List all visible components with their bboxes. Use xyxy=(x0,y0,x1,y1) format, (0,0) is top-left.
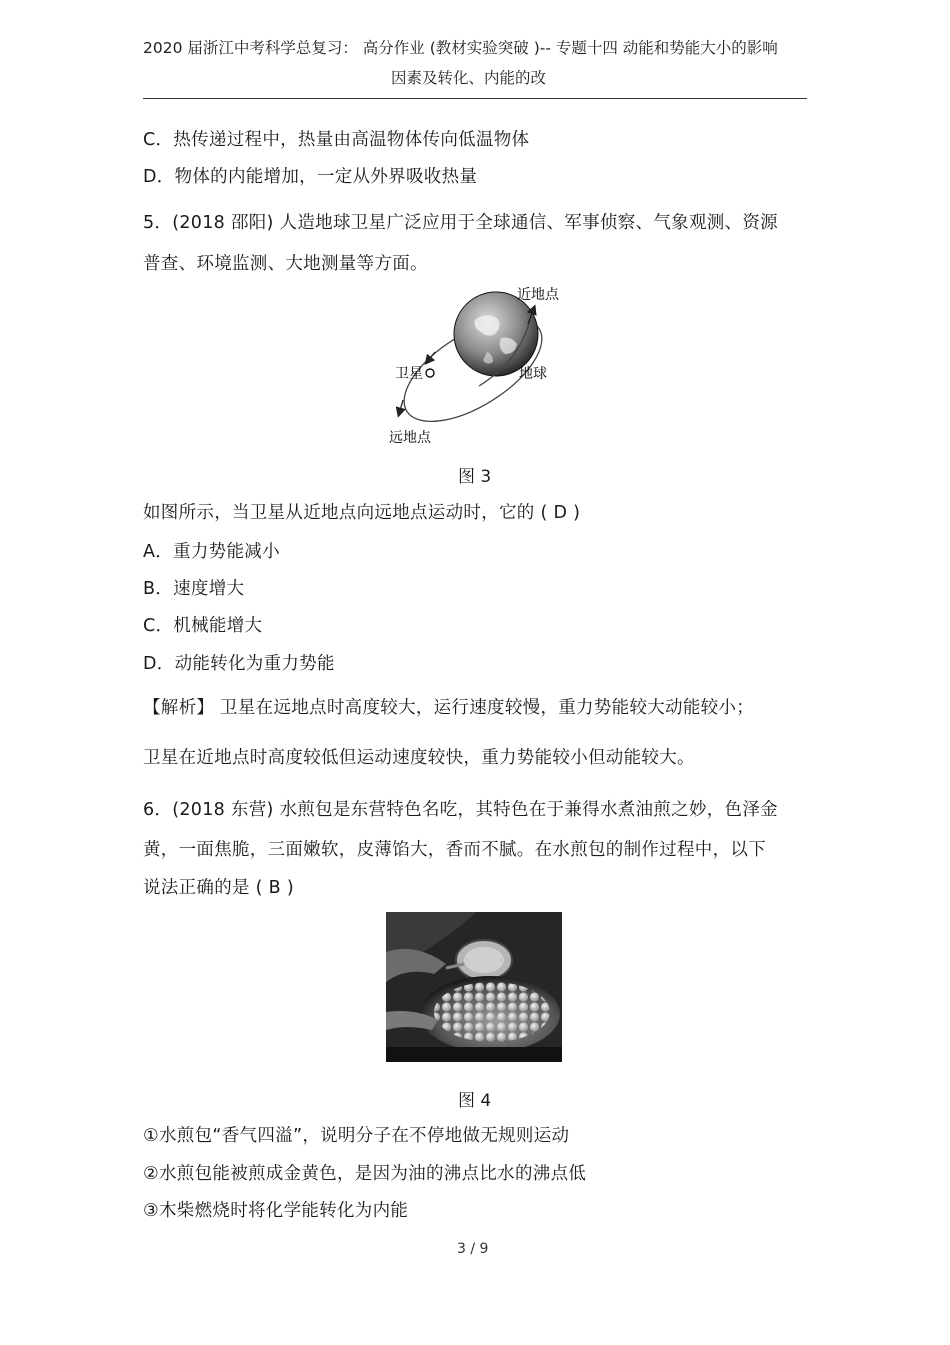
satellite-dot xyxy=(426,369,434,377)
q6-stem-line-3: 说法正确的是 ( B ) xyxy=(143,878,294,898)
q5-analysis-line-1: 【解析】 卫星在远地点时高度较大，运行速度较慢，重力势能较大动能较小； xyxy=(143,698,755,718)
q5-option-c: C．机械能增大 xyxy=(143,616,263,636)
figure-3-caption: 图 3 xyxy=(458,467,492,487)
figure-4-caption: 图 4 xyxy=(458,1091,492,1111)
figure-3-satellite-orbit xyxy=(383,282,573,447)
q5-question: 如图所示，当卫星从近地点向远地点运动时，它的 ( D ) xyxy=(143,503,581,523)
earth-label: 地球 xyxy=(519,366,547,382)
q6-statement-3: ③木柴燃烧时将化学能转化为内能 xyxy=(143,1201,409,1221)
q4-option-c: C．热传递过程中，热量由高温物体传向低温物体 xyxy=(143,130,530,150)
figure-4-photo xyxy=(386,912,562,1062)
q5-option-a: A．重力势能减小 xyxy=(143,542,280,562)
q5-option-b: B．速度增大 xyxy=(143,579,245,599)
satellite-label: 卫星 xyxy=(395,366,423,382)
page-number: 3 / 9 xyxy=(457,1241,489,1257)
q6-stem-line-2: 黄，一面焦脆，三面嫩软，皮薄馅大，香而不腻。在水煎包的制作过程中，以下 xyxy=(143,840,766,860)
q5-stem-line-1: 5．(2018 邵阳) 人造地球卫星广泛应用于全球通信、军事侦察、气象观测、资源 xyxy=(143,213,778,233)
apogee-label: 远地点 xyxy=(389,430,431,446)
q6-statement-2: ②水煎包能被煎成金黄色，是因为油的沸点比水的沸点低 xyxy=(143,1164,587,1184)
q4-option-d: D．物体的内能增加，一定从外界吸收热量 xyxy=(143,167,478,187)
perigee-label: 近地点 xyxy=(517,287,559,303)
q5-stem-line-2: 普查、环境监测、大地测量等方面。 xyxy=(143,254,428,274)
header-line-1: 2020 届浙江中考科学总复习： 高分作业 (教材实验突破 )-- 专题十四 动能和势能大小的影响 xyxy=(143,39,778,57)
q5-option-d: D．动能转化为重力势能 xyxy=(143,654,335,674)
q6-statement-1: ①水煎包“香气四溢”，说明分子在不停地做无规则运动 xyxy=(143,1126,570,1146)
q5-analysis-line-2: 卫星在近地点时高度较低但运动速度较快，重力势能较小但动能较大。 xyxy=(143,748,695,768)
header-divider xyxy=(143,98,807,99)
header-line-2: 因素及转化、内能的改 xyxy=(391,69,547,87)
q6-stem-line-1: 6．(2018 东营) 水煎包是东营特色名吃，其特色在于兼得水煮油煎之妙，色泽金 xyxy=(143,800,778,820)
